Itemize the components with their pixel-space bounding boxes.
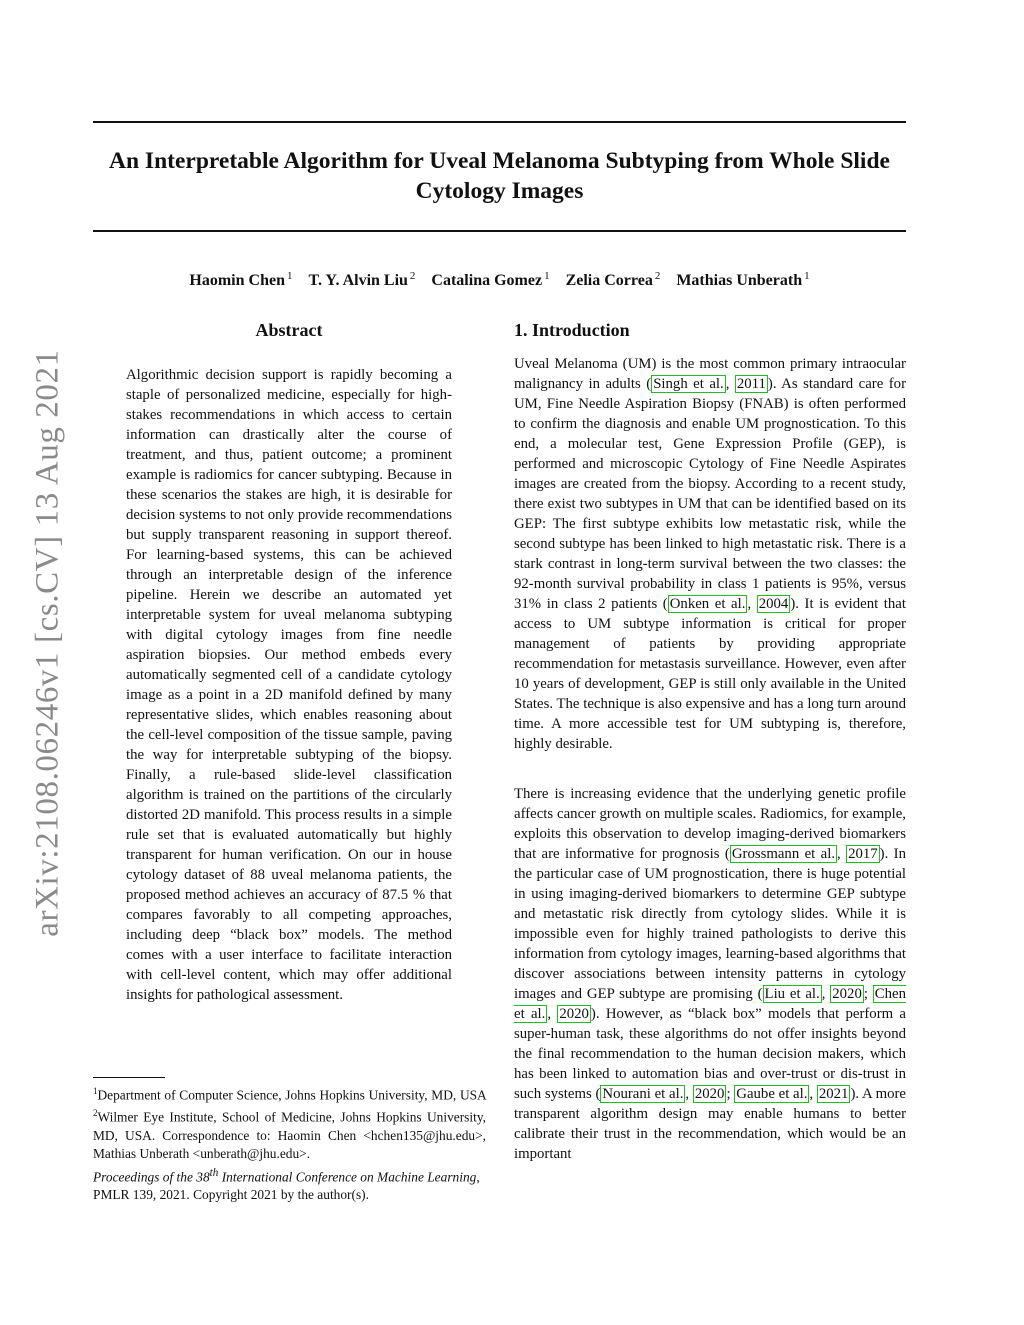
- citation-link[interactable]: 2020: [694, 1086, 725, 1102]
- intro-paragraph: Uveal Melanoma (UM) is the most common primary intraocular malignancy in adults ( Singh et al. , 2011 ). As standard care for UM, Fine Needle Aspiration Biopsy (FNAB) is often performed to confirm the diagnosis and enable UM prognostication. To this end, a molecular test, Gene Expression Profile (GEP), is performed and microscopic Cytology of Fine Needle Aspirates images are created from the biopsy. According to a recent study, there exist two subtypes in UM that can be identified based on its GEP: The first subtype exhibits low metastatic risk, while the second subtype has been linked to high metastatic risk. There is a stark contrast in long-term survival between the two classes: the 92-month survival probability in class 1 patients is 95%, versus 31% in class 2 patients ( Onken et al. , 2004 ). It is evident that access to UM subtype information is critical for proper management of patients by providing appropriate recommendation for metastasis surveillance. However, even after 10 years of development, GEP is still only available in the United States. The technique is also expensive and has a long turn around time. A more accessible test for UM subtyping is, therefore, highly desirable.: [514, 356, 906, 752]
- title-top-rule: [93, 121, 906, 123]
- citation-link[interactable]: 2004: [758, 596, 789, 612]
- author-zelia-correa: Zelia Correa $^2$: [565, 270, 661, 290]
- affiliation-footnote: $^1$Department of Computer Science, Johns Hopkins University, MD, USA $^2$Wilmer Eye Institute, School of Medicine, Johns Hopkins University, MD, USA. Correspondence to: Haomin Chen <hchen135@jhu.edu>, Mathias Unberath <unberath@jhu.edu>.: [93, 1086, 486, 1161]
- paper-title: An Interpretable Algorithm for Uveal Melanoma Subtyping from Whole Slide Cytology Images: [109, 148, 890, 204]
- abstract-body: Algorithmic decision support is rapidly becoming a staple of personalized medicine, especially for high-stakes recommendations in which access to certain information can drastically alter the course of treatment, and thus, patient outcome; a prominent example is radiomics for cancer subtyping. Because in these scenarios the stakes are high, it is desirable for decision systems to not only provide recommendations but supply transparent reasoning in support thereof. For learning-based systems, this can be achieved through an interpretable design of the inference pipeline. Herein we describe an automated yet interpretable system for uveal melanoma subtyping with digital cytology images from fine needle aspiration biopsies. Our method embeds every automatically segmented cell of a candidate cytology image as a point in a 2D manifold defined by many representative slides, which enables reasoning about the cell-level composition of the tissue sample, paving the way for interpretable subtyping of the biopsy. Finally, a rule-based slide-level classification algorithm is trained on the partitions of the circularly distorted 2D manifold. This process results in a simple rule set that is evaluated automatically but highly transparent for human verification. On our in house cytology dataset of 88 uveal melanoma patients, the proposed method achieves an accuracy of 87.5 % that compares favorably to all competing approaches, including deep “black box” models. The method comes with a user interface to facilitate interaction with cell-level content, which may offer additional insights for pathological assessment.: [126, 367, 452, 1003]
- citation-link[interactable]: Chen et al.: [514, 986, 906, 1022]
- author-haomin-chen: Haomin Chen $^1$: [189, 270, 293, 290]
- citation-link[interactable]: Singh et al.: [653, 376, 724, 392]
- arxiv-stamp: [28, 348, 68, 938]
- intro-paragraph: There is increasing evidence that the underlying genetic profile affects cancer growth on multiple scales. Radiomics, for example, exploits this observation to develop imaging-derived biomarkers that are informative for prognosis ( Grossmann et al. , 2017 ). In the particular case of UM prognostication, there is huge potential in using imaging-derived biomarkers to determine GEP subtype and metastatic risk directly from cytology slides. While it is impossible even for highly trained pathologists to derive this information from cytology images, learning-based algorithms that discover associations between intensity patterns in cytology images and GEP subtype are promising ( Liu et al. , 2020 ; Chen et al. , 2020 ). However, as “black box” models that perform a super-human task, these algorithms do not offer insights beyond the final recommendation to the human decision makers, which has been linked to automation bias and over-trust or dis-trust in such systems ( Nourani et al. , 2020 ; Gaube et al. , 2021 ). A more transparent algorithm design may enable humans to better calibrate their trust in the recommendation, which would be an important: [514, 786, 906, 1162]
- citation-link[interactable]: Gaube et al.: [736, 1086, 808, 1102]
- arxiv-id: arXiv:2108.06246v1 [cs.CV] 13 Aug 2021: [29, 349, 66, 937]
- citation-link[interactable]: Nourani et al.: [602, 1086, 684, 1102]
- proceedings-note: Proceedings of the 38th International Conference on Machine Learning, PMLR 139, 2021. Copyright 2021 by the author(s).: [93, 1167, 480, 1203]
- author-list: [93, 265, 906, 292]
- abstract-heading: Abstract: [255, 320, 323, 340]
- title-bottom-rule: [93, 230, 906, 232]
- citation-link[interactable]: 2021: [818, 1086, 849, 1102]
- author-mathias-unberath: Mathias Unberath $^1$: [676, 270, 810, 290]
- author-alvin-liu: T. Y. Alvin Liu $^2$: [308, 270, 416, 290]
- citation-link[interactable]: Liu et al.: [764, 986, 820, 1002]
- footnote-rule: [93, 1077, 165, 1078]
- citation-link[interactable]: 2017: [848, 846, 878, 862]
- author-catalina-gomez: Catalina Gomez $^1$: [431, 270, 550, 290]
- citation-link[interactable]: 2020: [832, 986, 862, 1002]
- citation-link[interactable]: 2020: [559, 1006, 589, 1022]
- section-heading-introduction: 1. Introduction: [514, 320, 630, 340]
- citation-link[interactable]: 2011: [736, 376, 766, 392]
- citation-link[interactable]: Grossmann et al.: [731, 846, 836, 862]
- citation-link[interactable]: Onken et al.: [669, 596, 746, 612]
